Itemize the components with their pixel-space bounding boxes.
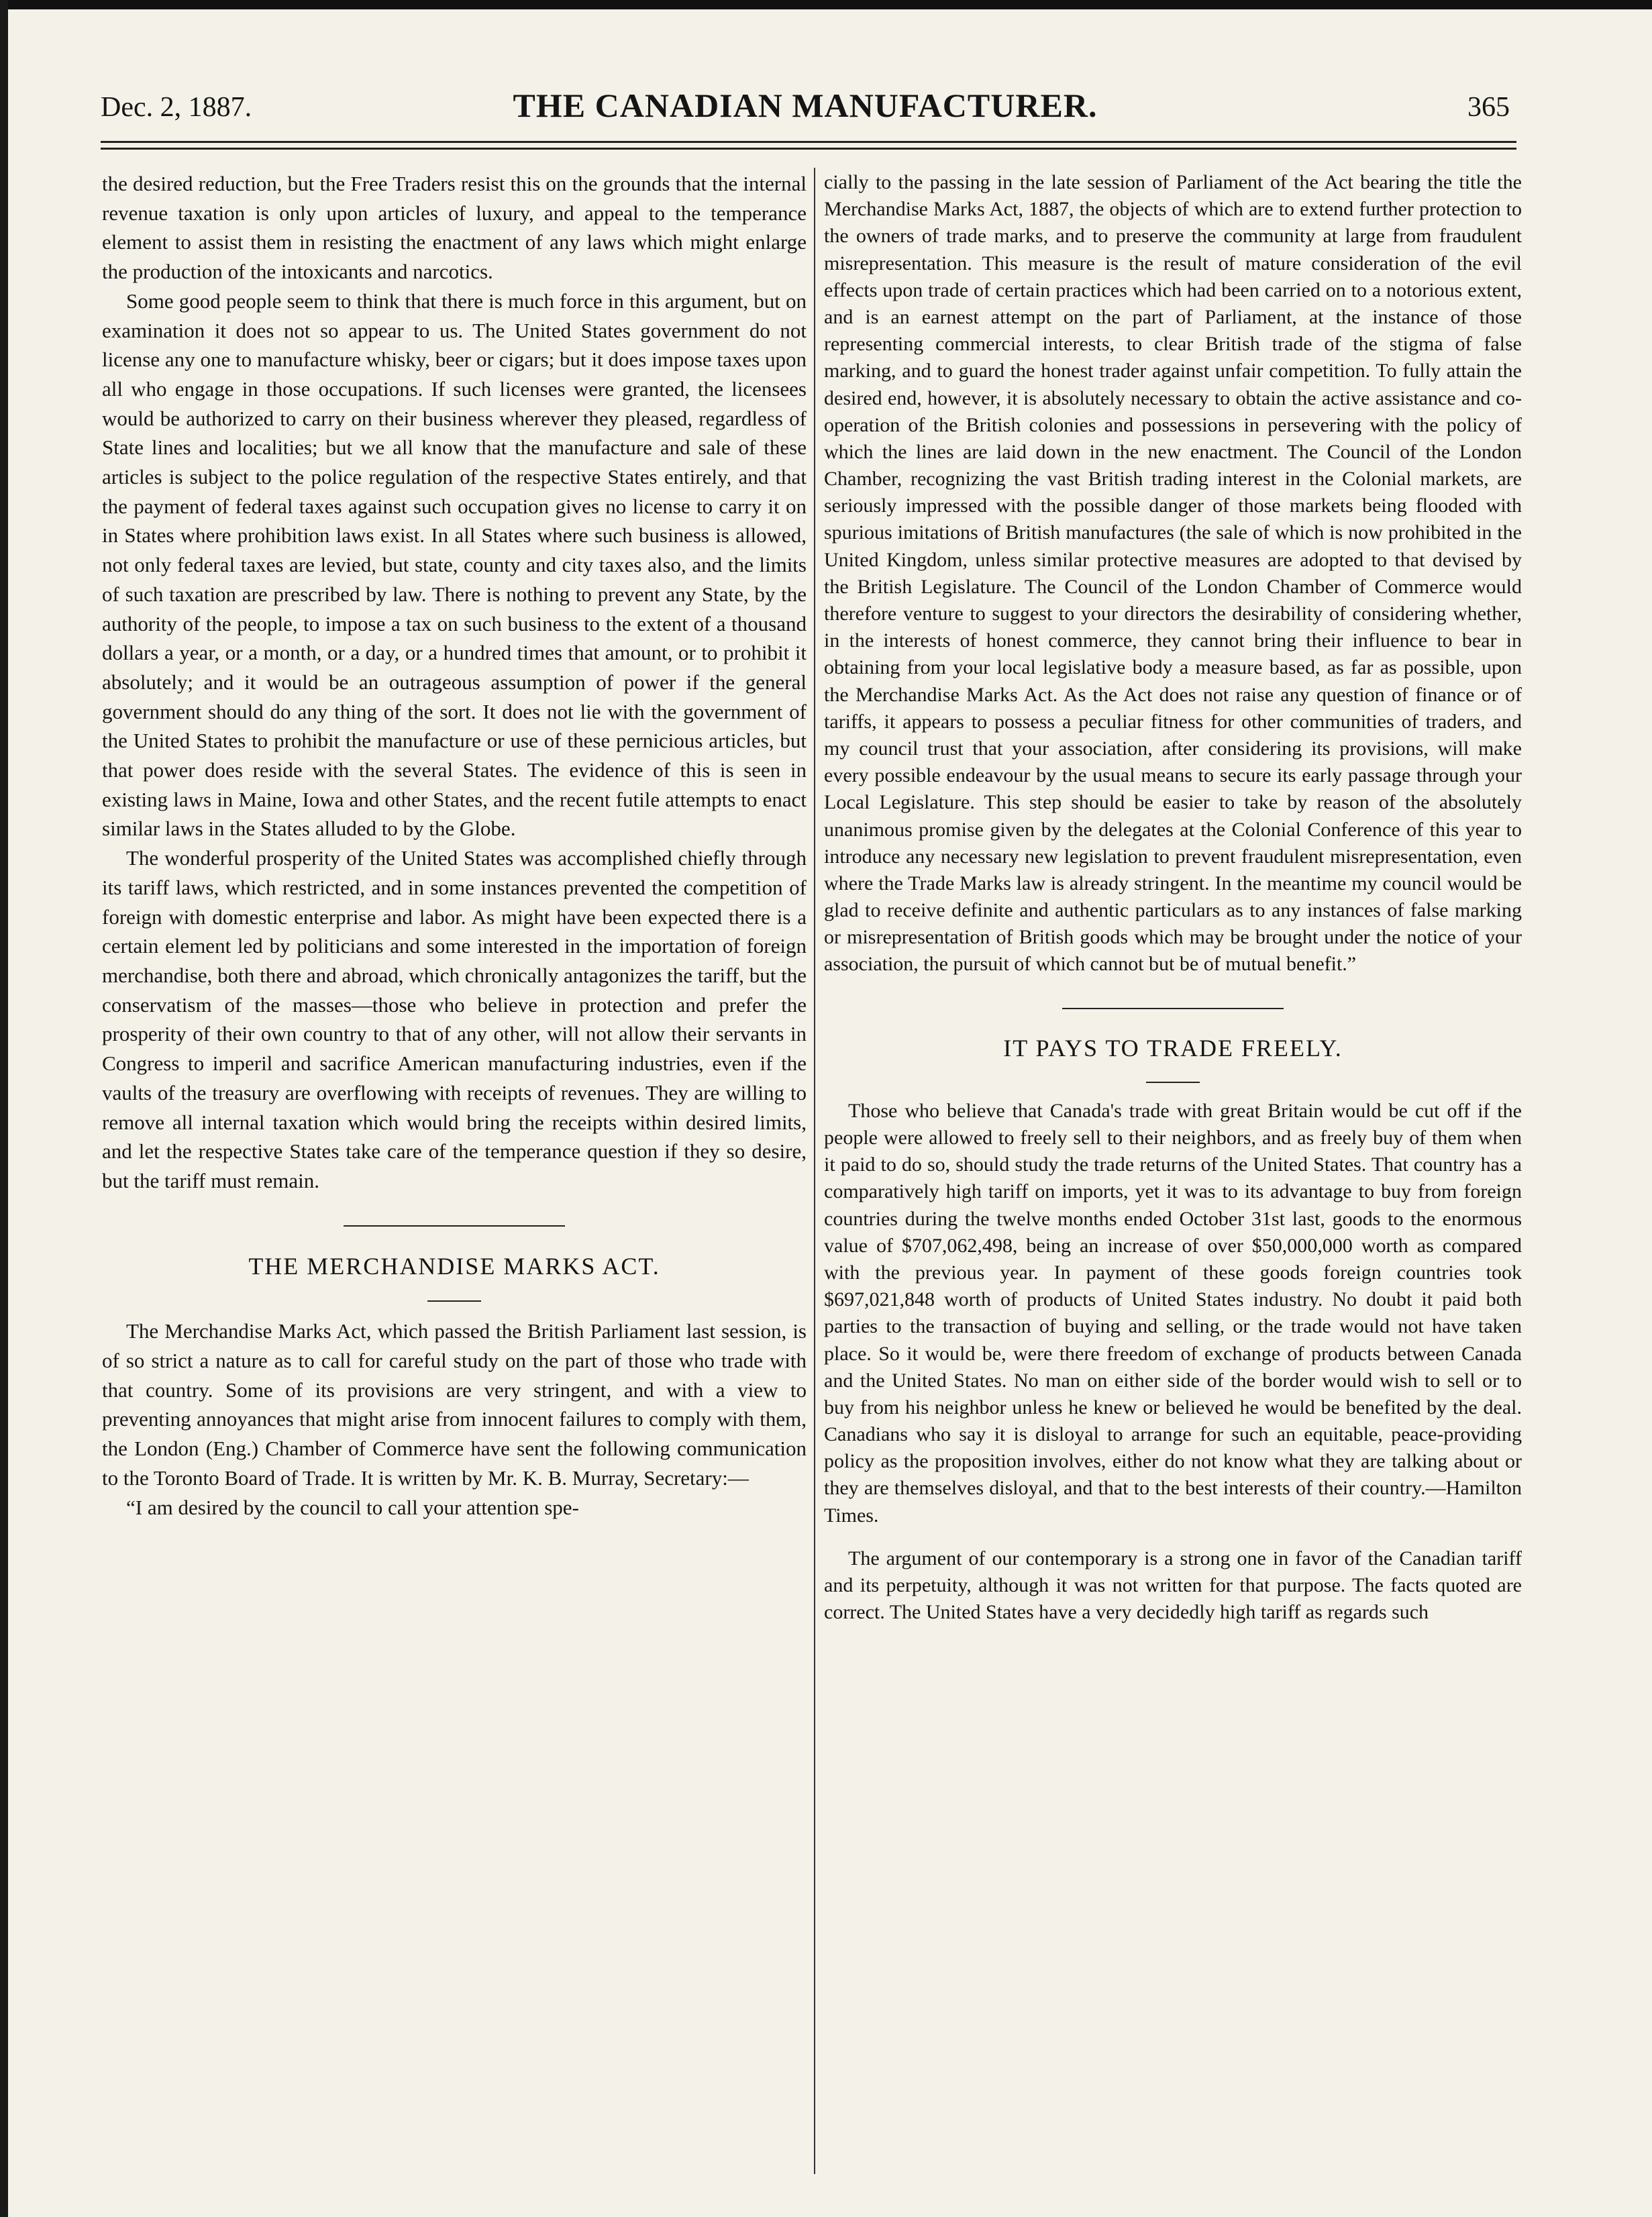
section-divider (1062, 1008, 1284, 1009)
page-header (101, 86, 1510, 133)
heading-rule (1146, 1082, 1200, 1083)
publication-title: THE CANADIAN MANUFACTURER. (513, 87, 1098, 124)
header-rule-top (101, 141, 1516, 143)
paragraph: The argument of our contemporary is a strong one in favor of the Canadian tariff and its perpetuity, although it was not written for that purpose. The facts quoted are correct. The United States have a very decidedly high tariff as regards such (824, 1547, 1522, 1624)
left-column (102, 169, 807, 2196)
issue-date: Dec. 2, 1887. (101, 92, 252, 123)
heading-rule (427, 1300, 481, 1302)
section-heading: THE MERCHANDISE MARKS ACT. (248, 1252, 660, 1280)
section-heading: IT PAYS TO TRADE FREELY. (1003, 1034, 1343, 1062)
top-border (0, 0, 1652, 9)
page-left-edge (0, 0, 8, 2217)
column-divider (814, 168, 815, 2174)
right-column (824, 169, 1522, 2196)
paragraph: The wonderful prosperity of the United States was accomplished chiefly through its tariff laws, which restricted, and in some instances prevented the competition of foreign with domestic enterprise and labor. As might have been expected there is a certain element led by politicians and some interested in the importation of foreign merchandise, both there and abroad, which chronically antagonizes the tariff, but the conservatism of the masses—those who believe in protection and prefer the prosperity of their own country to that of any other, will not allow their servants in Congress to imperil and sacrifice American manufacturing industries, even if the vaults of the treasury are overflowing with receipts of revenues. They are willing to remove all internal taxation which would bring the receipts within desired limits, and let the respective States take care of the temperance question if they so desire, but the tariff must remain. (102, 846, 807, 1192)
paragraph: The Merchandise Marks Act, which passed the British Parliament last session, is of so strict a nature as to call for careful study on the part of those who trade with that country. Some of its provisions are very stringent, and with a view to preventing annoyances that might arise from innocent failures to comply with them, the London (Eng.) Chamber of Commerce have sent the following communication to the Toronto Board of Trade. It is written by Mr. K. B. Murray, Secretary:— (102, 1319, 807, 1490)
paragraph: cially to the passing in the late session of Parliament of the Act bearing the title the Merchandise Marks Act, 1887, the objects of which are to extend further protection to the owners of trade marks, and to preserve the community at large from fraudulent misrepresentation. This measure is the result of mature consideration of the evil effects upon trade of certain practices which had been carried on to a notorious extent, and is an earnest attempt on the part of Parliament, at the instance of those representing commercial interests, to clear British trade of the stigma of false marking, and to guard the honest trader against unfair competition. To fully attain the desired end, however, it is absolutely necessary to obtain the active assistance and co-operation of the British colonies and possessions in persevering with the policy of which the lines are laid down in the new enactment. The Council of the London Chamber, recognizing the vast British trading interest in the Colonial markets, are seriously impressed with the possible danger of those markets being flooded with spurious imitations of British manufactures (the sale of which is now prohibited in the United Kingdom, unless similar protective measures are adopted to that devised by the British Legislature. The Council of the London Chamber of Commerce would therefore venture to suggest to your directors the desirability of considering whether, in the interests of honest commerce, they cannot bring their influence to bear in obtaining from your local legislative body a measure based, as far as possible, upon the Merchandise Marks Act. As the Act does not raise any question of finance or of tariffs, it appears to possess a peculiar fitness for other communities of traders, and my council trust that your association, after considering its provisions, will make every possible endeavour by the usual means to secure its early passage through your Local Legislature. This step should be easier to take by reason of the absolutely unanimous promise given by the delegates at the Colonial Conference of this year to introduce any necessary new legislation to prevent fraudulent misrepresentation, even where the Trade Marks law is already stringent. In the meantime my council would be glad to receive definite and authentic particulars as to any instances of false marking or misrepresentation of British goods which may be brought under the notice of your association, the pursuit of which cannot but be of mutual benefit.” (824, 171, 1522, 976)
page-number: 365 (1467, 92, 1510, 123)
paragraph: Some good people seem to think that there is much force in this argument, but on examination it does not so appear to us. The United States government do not license any one to manufacture whisky, beer or cigars; but it does impose taxes upon all who engage in those occupations. If such licenses were granted, the licensees would be authorized to carry on their business wherever they pleased, regardless of State lines and localities; but we all know that the manufacture and sale of these articles is subject to the police regulation of the respective States entirely, and that the payment of federal taxes against such occupation gives no license to carry it on in States where prohibition laws exist. In all States where such business is allowed, not only federal taxes are levied, but state, county and city taxes also, and the limits of such taxation are prescribed by law. There is nothing to prevent any State, by the authority of the people, to impose a tax on such business to the extent of a thousand dollars a year, or a month, or a day, or a hundred times that amount, or to prohibit it absolutely; and it would be an outrageous assumption of power if the general government should do any thing of the sort. It does not lie with the government of the United States to prohibit the manufacture or use of these pernicious articles, but that power does reside with the several States. The evidence of this is seen in existing laws in Maine, Iowa and other States, and the recent futile attempts to enact similar laws in the States alluded to by the Globe. (102, 289, 807, 841)
paragraph: Those who believe that Canada's trade with great Britain would be cut off if the people were allowed to freely sell to their neighbors, and as freely buy of them when it paid to do so, should study the trade returns of the United States. That country has a comparatively high tariff on imports, yet it was to its advantage to buy from foreign countries during the twelve months ended October 31st last, goods to the enormous value of $707,062,498, being an increase of over $50,000,000 worth as compared with the previous year. In payment of these goods foreign countries took $697,021,848 worth of products of United States industry. No doubt it paid both parties to the transaction of buying and selling, or the trade would not have taken place. So it would be, were there freedom of exchange of products between Canada and the United States. No man on either side of the border would wish to sell or to buy from his neighbor unless he knew or believed he would be benefited by the deal. Canadians who say it is disloyal to arrange for such an equitable, peace-providing policy as the proposition involves, either do not know what they are talking about or they are themselves disloyal, and that to the best interests of their country.—Hamilton Times. (824, 1099, 1522, 1527)
paragraph: “I am desired by the council to call your attention spe- (126, 1495, 579, 1519)
paragraph: the desired reduction, but the Free Traders resist this on the grounds that the internal revenue taxation is only upon articles of luxury, and appeal to the temperance element to assist them in resisting the enactment of any laws which might enlarge the production of the intoxicants and narcotics. (102, 172, 807, 284)
section-divider (344, 1225, 565, 1227)
header-rule-bottom (101, 148, 1516, 150)
